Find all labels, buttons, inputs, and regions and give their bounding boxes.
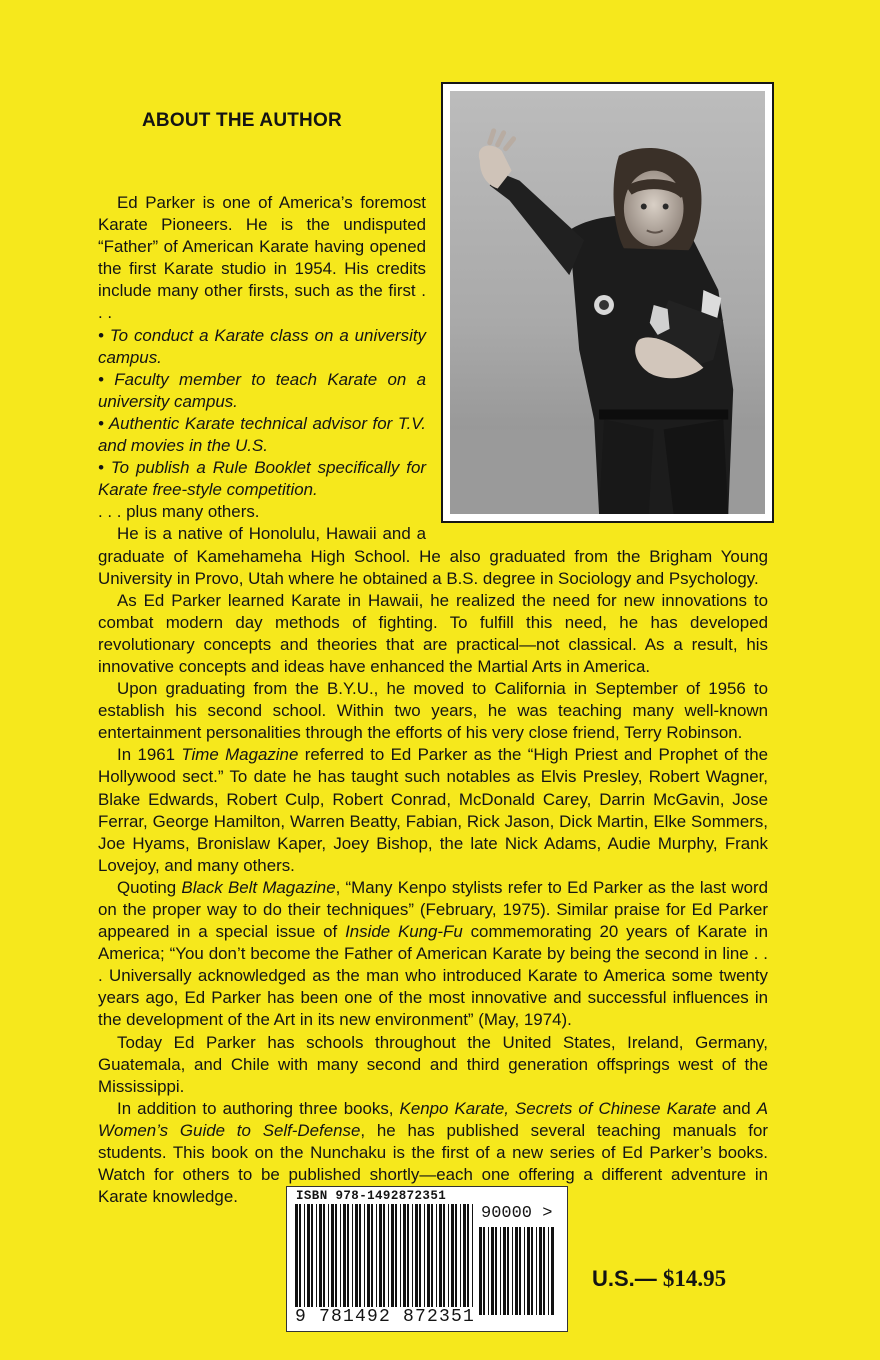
text-run: In 1961	[117, 745, 182, 765]
italic-title: A Women’s Guide to Self-Defense	[98, 1098, 768, 1140]
paragraph: As Ed Parker learned Karate in Hawaii, he realized the need for new innovations to combat modern day methods of fighting. To fulfill this need, he has developed revolutionary concepts and theories that are practical—not classical. As a result, his innovative concepts and ideas have enhanced the Martial Arts in America.	[98, 590, 768, 676]
isbn-label: ISBN 978-1492872351	[296, 1189, 447, 1203]
text-run: , he has published several teaching manuals for students. This book on the Nunchaku is the first of a new series of Ed Parker’s books. Watch for others to be published shortly—each one offering a different adventure in Karate knowledge.	[98, 1120, 768, 1207]
photo-wrap-space	[426, 192, 768, 524]
price-amount: $14.95	[662, 1266, 727, 1291]
isbn-addon-code: 90000 >	[481, 1204, 553, 1223]
text-run: In addition to authoring three books,	[117, 1098, 400, 1118]
paragraph: Ed Parker is one of America’s foremost Karate Pioneers. He is the undisputed “Father” of American Karate having opened the first Karate studio in 1954. His credits include many other firsts, such as the first . . .	[98, 193, 426, 323]
paragraph: • Faculty member to teach Karate on a university campus.	[98, 369, 426, 411]
italic-title: Kenpo Karate, Secrets of Chinese Karate	[399, 1098, 717, 1118]
paragraph: He is a native of Honolulu, Hawaii and a graduate of Kamehameha High School. He also graduated from the Brigham Young University in Provo, Utah where he obtained a B.S. degree in Sociology and Psychology.	[98, 524, 768, 588]
price-prefix: U.S.—	[592, 1266, 663, 1291]
text-run: and	[716, 1098, 757, 1118]
paragraph: • To conduct a Karate class on a university campus.	[98, 325, 426, 367]
isbn-digits: 9 781492 872351	[295, 1307, 476, 1327]
barcode-addon-bars-icon	[479, 1227, 555, 1315]
paragraph: • To publish a Rule Booklet specifically for Karate free-style competition.	[98, 458, 426, 500]
text-run: referred to Ed Parker as the “High Priest and Prophet of the Hollywood sect.” To date he has taught such notables as Elvis Presley, Robert Wagner, Blake Edwards, Robert Culp, Robert Conrad, McDonald Carey, Darrin McGavin, Jose Ferrar, George Hamilton, Warren Beatty, Fabian, Rick Jason, Dick Martin, Elke Sommers, Joe Hyams, Bronislaw Kaper, Joey Bishop, the late Nick Adams, Audie Murphy, Frank Lovejoy, and many others.	[98, 745, 768, 875]
barcode-bars-icon	[295, 1204, 473, 1308]
price-label	[592, 1266, 726, 1292]
section-heading: ABOUT THE AUTHOR	[142, 110, 342, 131]
italic-title: Time Magazine	[181, 745, 299, 765]
author-biography	[98, 192, 768, 1208]
paragraph	[98, 744, 768, 877]
paragraph: . . . plus many others.	[98, 502, 260, 522]
italic-title: Black Belt Magazine	[181, 877, 336, 897]
paragraph: Today Ed Parker has schools throughout the United States, Ireland, Germany, Guatemala, and Chile with many second and third generation offsprings west of the Mississippi.	[98, 1032, 768, 1096]
text-run: commemorating 20 years of Karate in America; “You don’t become the Father of American Karate by being the second in line . . . Universally acknowledged as the man who introduced Karate to America some twenty years ago, Ed Parker has been one of the most innovative and successful influences in the development of the Art in its new environment” (May, 1974).	[98, 922, 768, 1030]
paragraph: • Authentic Karate technical advisor for T.V. and movies in the U.S.	[98, 413, 426, 456]
paragraph	[98, 877, 768, 1032]
paragraph: Upon graduating from the B.Y.U., he moved to California in September of 1956 to establish his second school. Within two years, he was teaching many well-known entertainment personalities through the efforts of his very close friend, Terry Robinson.	[98, 679, 768, 743]
text-run: Quoting	[117, 877, 182, 897]
text-run: , “Many Kenpo stylists refer to Ed Parker as the last word on the proper way to do their techniques” (February, 1975). Similar praise for Ed Parker appeared in a special issue of	[98, 877, 768, 942]
italic-title: Inside Kung-Fu	[345, 922, 463, 942]
isbn-barcode	[286, 1186, 568, 1332]
